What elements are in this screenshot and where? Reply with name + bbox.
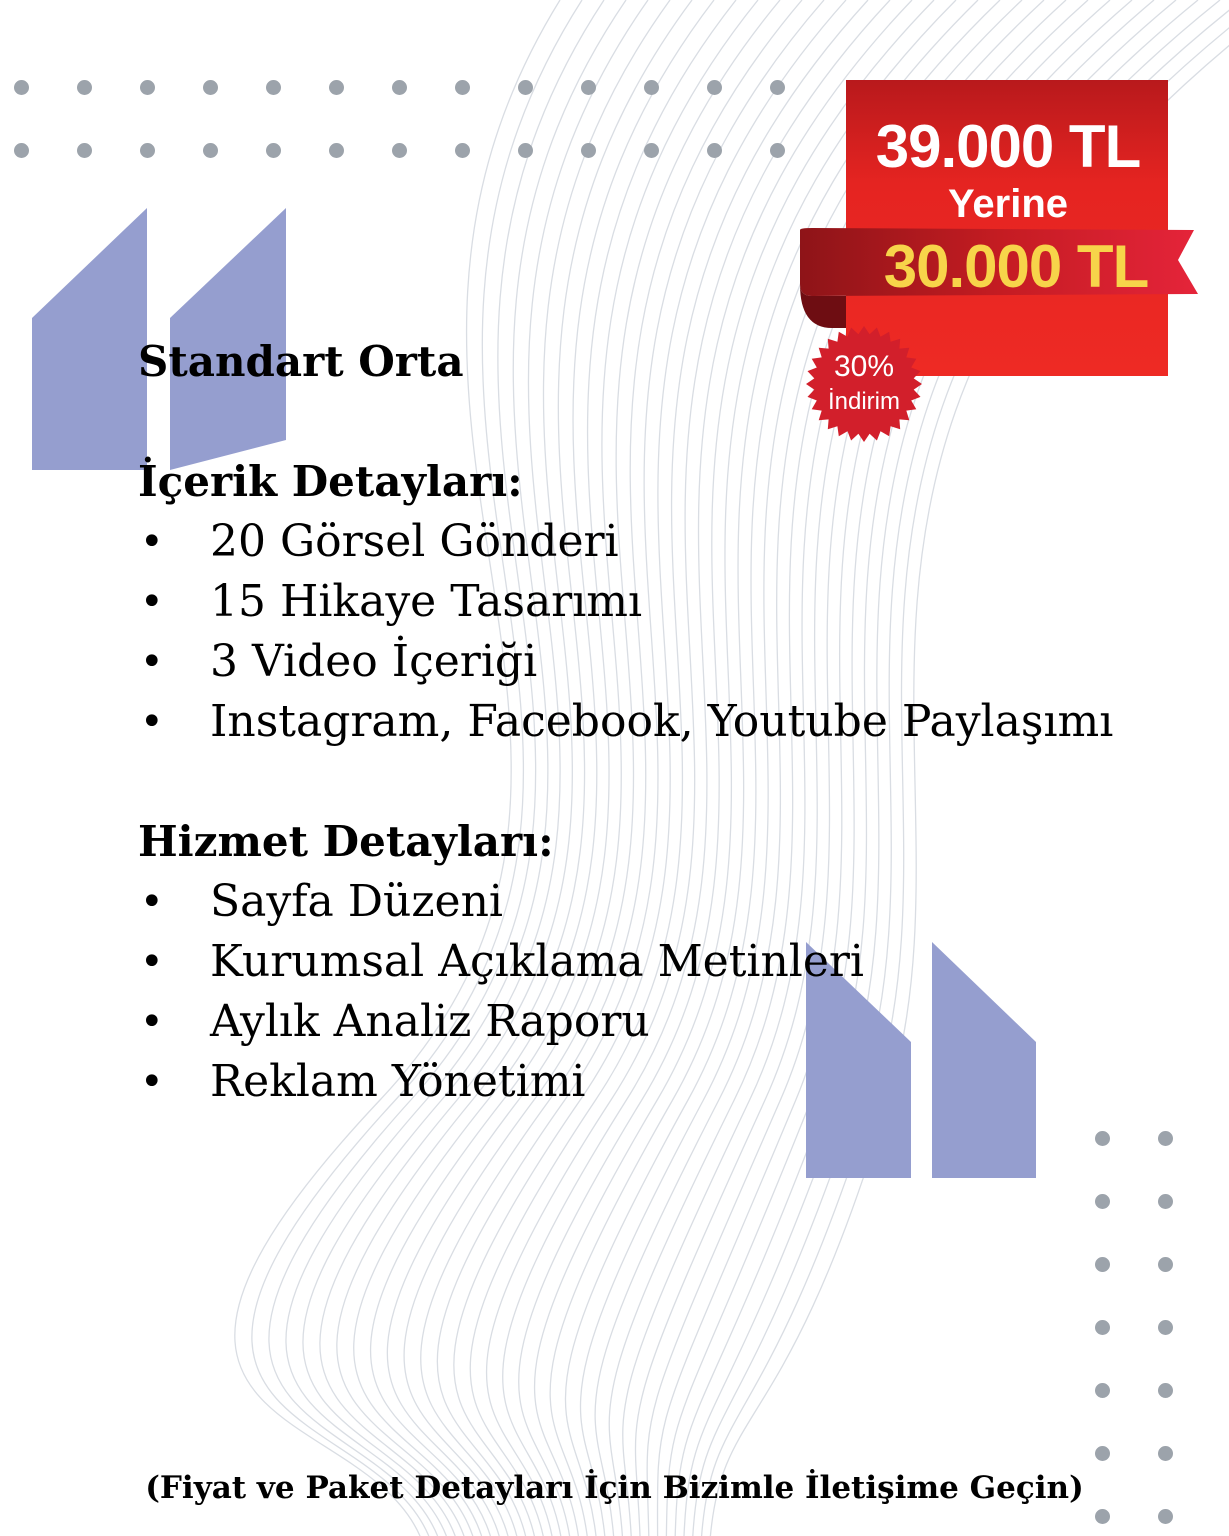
service-details-heading: Hizmet Detayları: [138, 817, 554, 866]
bullet-icon: • [140, 879, 164, 925]
service-details-list [138, 872, 1098, 1112]
decor-dot [455, 80, 470, 95]
decor-dot [518, 143, 533, 158]
bullet-icon: • [140, 519, 164, 565]
decor-dot [1158, 1320, 1173, 1335]
decor-dot [1158, 1131, 1173, 1146]
decor-dot [329, 143, 344, 158]
decor-dot [140, 80, 155, 95]
decor-dot [14, 143, 29, 158]
list-item [138, 1052, 1098, 1112]
decor-dot [1095, 1446, 1110, 1461]
list-item-label: 3 Video İçeriği [210, 636, 538, 687]
discount-percent: 30% [833, 350, 895, 383]
decor-dot [203, 80, 218, 95]
decor-dot [1095, 1509, 1110, 1524]
decor-dot [1095, 1320, 1110, 1335]
decor-dot [707, 80, 722, 95]
bullet-icon: • [140, 939, 164, 985]
list-item-label: Sayfa Düzeni [210, 876, 503, 927]
list-item-label: 15 Hikaye Tasarımı [210, 576, 643, 627]
new-price: 30.000 TL [883, 233, 1149, 300]
decor-dot [1095, 1194, 1110, 1209]
decor-dot [1158, 1509, 1173, 1524]
bullet-icon: • [140, 699, 164, 745]
package-content [138, 330, 1114, 1112]
decor-dot [266, 143, 281, 158]
decor-dot [1158, 1446, 1173, 1461]
decor-dot [77, 143, 92, 158]
decor-dot [1158, 1383, 1173, 1398]
list-item-label: Reklam Yönetimi [210, 1056, 586, 1107]
bullet-icon: • [140, 999, 164, 1045]
list-item-label: Kurumsal Açıklama Metinleri [210, 936, 865, 987]
decor-dot [644, 143, 659, 158]
decor-dot [707, 143, 722, 158]
old-price: 39.000 TL [875, 113, 1141, 180]
decor-dot [1158, 1257, 1173, 1272]
list-item [138, 512, 1098, 572]
contact-note: (Fiyat ve Paket Detayları İçin Bizimle İletişime Geçin) [145, 1470, 1084, 1506]
bullet-icon: • [140, 579, 164, 625]
decor-dot [1158, 1194, 1173, 1209]
decor-dot [329, 80, 344, 95]
decor-dot [266, 80, 281, 95]
decor-dot [392, 143, 407, 158]
decor-dot [14, 80, 29, 95]
discount-label: İndirim [827, 388, 900, 415]
package-title: Standart Orta [138, 337, 464, 386]
list-item [138, 932, 1098, 992]
decor-dot [581, 80, 596, 95]
list-item [138, 872, 1098, 932]
content-details-heading: İçerik Detayları: [138, 457, 523, 506]
list-item-label: Aylık Analiz Raporu [210, 996, 650, 1047]
list-item [138, 572, 1098, 632]
decor-dot [77, 80, 92, 95]
bullet-icon: • [140, 639, 164, 685]
decor-dot [140, 143, 155, 158]
decor-dot [518, 80, 533, 95]
decor-dot [770, 80, 785, 95]
list-item-label: 20 Görsel Gönderi [210, 516, 619, 567]
decor-dot [392, 80, 407, 95]
instead-label: Yerine [947, 182, 1069, 226]
list-item [138, 992, 1098, 1052]
list-item [138, 632, 1098, 692]
bullet-icon: • [140, 1059, 164, 1105]
decor-dot [203, 143, 218, 158]
list-item [138, 692, 1114, 752]
decor-dot [1095, 1131, 1110, 1146]
decor-dot [1095, 1257, 1110, 1272]
content-details-list [138, 512, 1114, 752]
decor-dot [770, 143, 785, 158]
decor-dot [644, 80, 659, 95]
decor-dot [1095, 1383, 1110, 1398]
list-item-label: Instagram, Facebook, Youtube Paylaşımı [210, 696, 1114, 747]
decor-dot [581, 143, 596, 158]
decor-dot [455, 143, 470, 158]
